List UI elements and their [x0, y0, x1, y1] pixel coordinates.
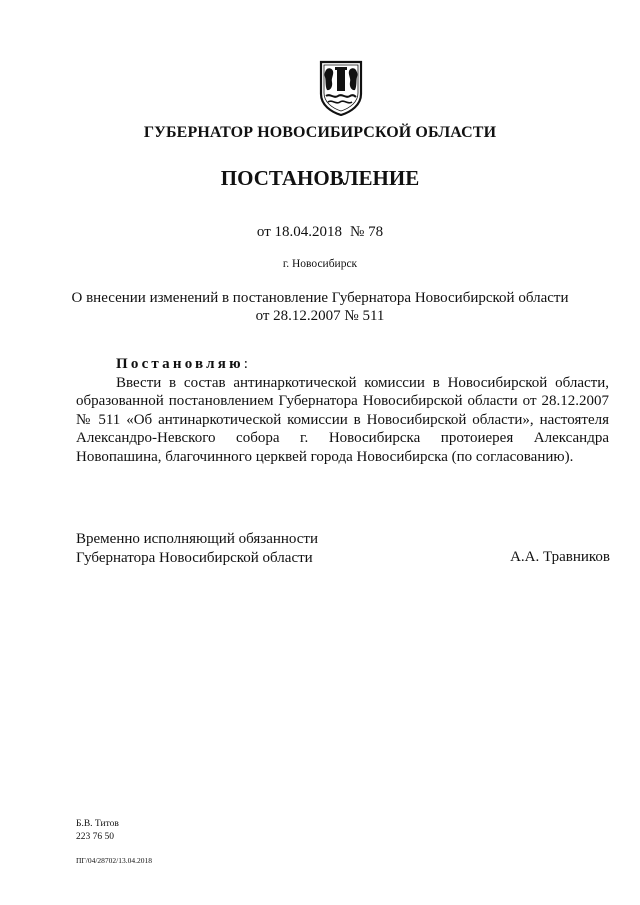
document-title	[0, 289, 640, 325]
document-number: № 78	[350, 224, 384, 240]
decree-heading-colon: :	[243, 356, 248, 372]
signature-position-line-1: Временно исполняющий обязанности	[76, 531, 319, 547]
signature-position-line-2: Губернатора Новосибирской области	[76, 550, 313, 566]
registration-code: ПГ/04/28702/13.04.2018	[76, 856, 153, 865]
decree-heading	[116, 356, 248, 373]
authority-title: ГУБЕРНАТОР НОВОСИБИРСКОЙ ОБЛАСТИ	[143, 124, 497, 141]
decree-paragraph: Ввести в состав антинаркотической комиссии в Новосибирской области, образованной постановлением Губернатора Новосибирской области от 28.12.2007 № 511 «Об антинаркотической комиссии в Новосибирской области», настоятеля Александро-Невского собора г. Новосибирска протоиерея Александра Новопашина, благочинного церквей города Новосибирска (по согласованию).	[76, 375, 609, 465]
signatory-name: А.А. Травников	[510, 549, 610, 565]
date-number-line	[0, 224, 640, 241]
city: г. Новосибирск	[282, 258, 358, 270]
document-date: от 18.04.2018	[256, 224, 343, 240]
decree-heading-word: Постановляю	[116, 356, 244, 372]
title-line-2: от 28.12.2007 № 511	[255, 308, 385, 324]
title-line-1: О внесении изменений в постановление Губернатора Новосибирской области	[71, 290, 569, 306]
executor-phone: 223 76 50	[76, 831, 114, 842]
executor-name: Б.В. Титов	[76, 819, 119, 829]
signature-position	[76, 530, 318, 568]
decree-body	[76, 374, 609, 466]
executor-block	[76, 818, 119, 843]
coat-of-arms-icon	[318, 60, 364, 116]
document-type: ПОСТАНОВЛЕНИЕ	[220, 166, 420, 190]
